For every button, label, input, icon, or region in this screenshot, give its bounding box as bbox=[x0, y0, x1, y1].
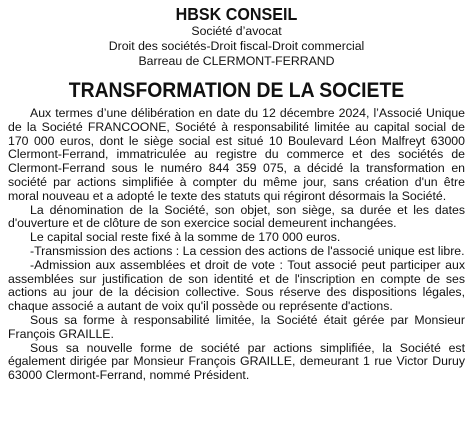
paragraph-deliberation: Aux termes d’une délibération en date du 12 décembre 2024, l’Associé Unique de la Société FRANCOONE, Société à responsabilité limitée au capital social de 170 000 euros, dont le siège social est situé 10 Boulevard Léon Malfreyt 63000 Clermont-Ferrand, immatriculée au registre du commerce et des sociétés de Clermont-Ferrand sous le numéro 844 359 075, a décidé la transformation en société par actions simplifiée à compter du même jour, sans création d'un être moral nouveau et a adopté le texte des statuts qui régiront désormais la Société. bbox=[8, 106, 465, 203]
notice-header bbox=[8, 4, 465, 69]
paragraph-new-president: Sous sa nouvelle forme de société par actions simplifiée, la Société est également dirigée par Monsieur François GRAILLE, demeurant 1 rue Victor Duruy 63000 Clermont-Ferrand, nommé Président. bbox=[8, 340, 465, 383]
paragraph-former-management: Sous sa forme à responsabilité limitée, la Société était gérée par Monsieur François GRAILLE. bbox=[8, 312, 465, 341]
firm-specialties: Droit des sociétés-Droit fiscal-Droit commercial bbox=[108, 39, 365, 53]
firm-type: Société d’avocat bbox=[191, 24, 282, 38]
paragraph-unchanged-details: La dénomination de la Société, son objet, son siège, sa durée et les dates d'ouverture et de clôture de son exercice social demeurent inchangées. bbox=[8, 202, 465, 231]
paragraph-voting-rights: -Admission aux assemblées et droit de vote : Tout associé peut participer aux assemblées sur justification de son identité et de l'inscription en compte de ses actions au jour de la décision collective. Sous réserve des dispositions légales, chaque associé a autant de voix qu'il possède ou représente d'actions. bbox=[8, 257, 465, 314]
firm-name: HBSK CONSEIL bbox=[175, 4, 298, 24]
paragraph-capital: Le capital social reste fixé à la somme de 170 000 euros. bbox=[30, 230, 341, 245]
notice-body bbox=[8, 107, 465, 383]
paragraph-share-transfer: -Transmission des actions : La cession des actions de l'associé unique est libre. bbox=[30, 243, 465, 258]
notice-title: TRANSFORMATION DE LA SOCIETE bbox=[68, 78, 405, 102]
firm-bar: Barreau de CLERMONT-FERRAND bbox=[138, 54, 335, 68]
